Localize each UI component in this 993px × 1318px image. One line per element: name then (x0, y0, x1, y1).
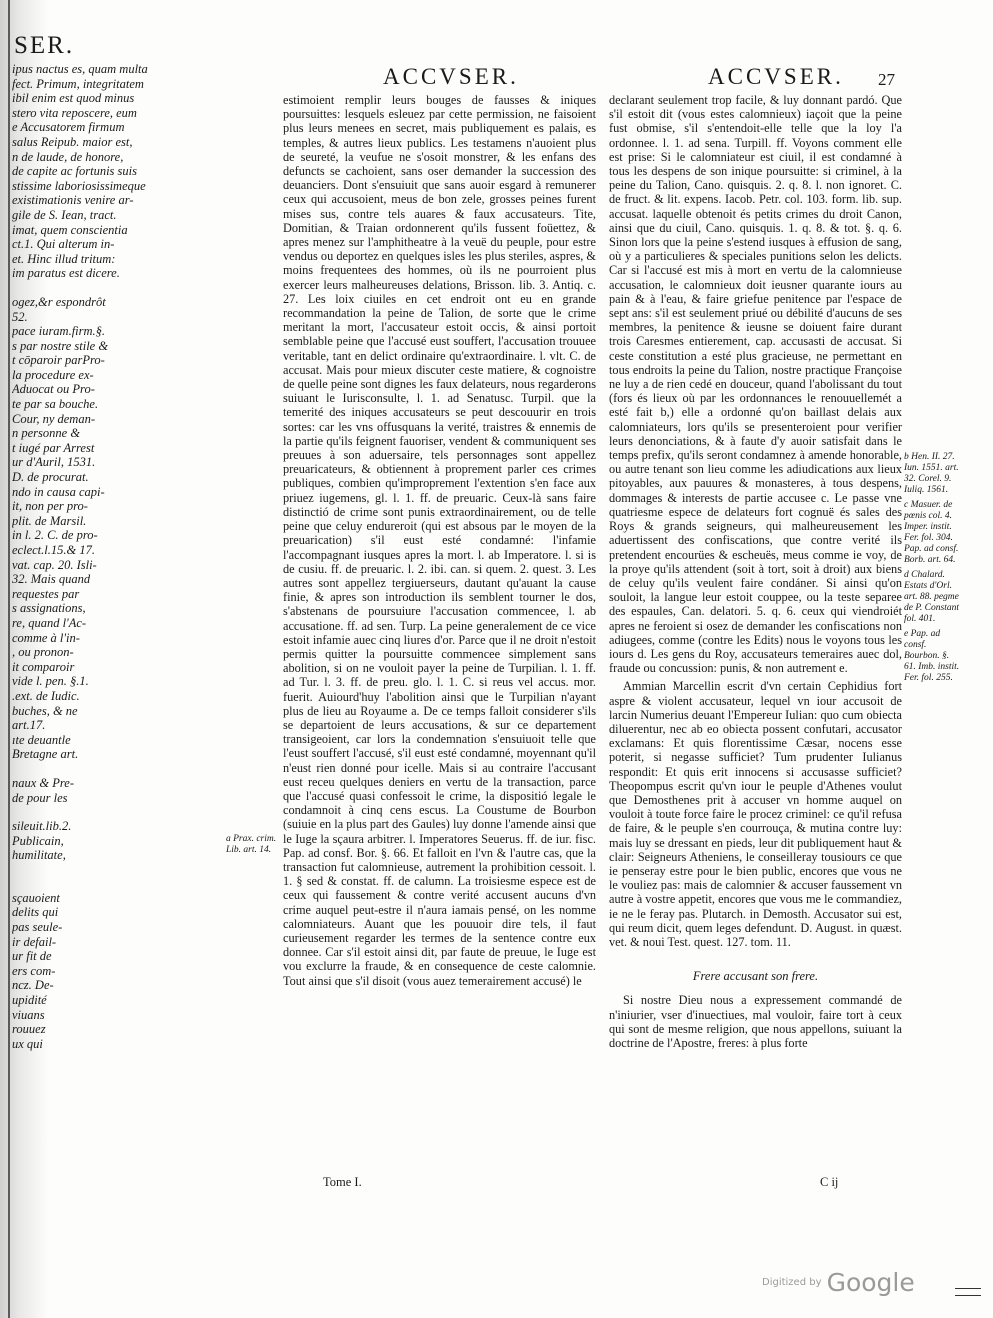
previous-page-line: stissime laboriosissimeque (12, 178, 146, 193)
previous-page-line: pace iuram.firm.§. (12, 324, 106, 339)
margin-note: b Hen. II. 27. Iun. 1551. art. 32. Corel. 9. Iuliq. 1561. (904, 452, 959, 495)
previous-page-line: ux qui (12, 1036, 43, 1051)
previous-page-line: te par sa bouche. (12, 397, 99, 412)
previous-page-line: ir defail- (12, 934, 57, 949)
previous-page-line: salus Reipub. maior est, (12, 134, 133, 149)
previous-page-line: s assignations, (12, 601, 86, 616)
previous-page-line: ndo in causa capi- (12, 484, 105, 499)
corner-mark (955, 1288, 981, 1296)
margin-note: c Masuer. de pœnis col. 4. Imper. instit. Fer. fol. 304. Pap. ad consf. Borb. art. 64. (904, 500, 959, 565)
margin-notes-left (226, 834, 278, 860)
previous-page-line: re, quand l'Ac- (12, 615, 87, 630)
previous-page-line: ers com- (12, 963, 56, 978)
previous-page-line: im paratus est dicere. (12, 266, 120, 281)
margin-note: d Chalard. Estats d'Orl. art. 88. pegme de P. Constant fol. 401. (904, 570, 959, 624)
previous-page-line: 32. Mais quand (12, 572, 91, 587)
margin-notes-right (904, 452, 962, 688)
previous-page-line: t iugé par Arrest (12, 440, 95, 455)
previous-page-line: D. de procurat. (12, 470, 89, 485)
watermark-prefix: Digitized by (762, 1277, 822, 1288)
previous-page-line: ur d'Auril, 1531. (12, 455, 96, 470)
previous-page-line: rouuez (12, 1022, 46, 1037)
previous-page-line: naux & Pre- (12, 775, 75, 790)
previous-page-line: buches, & ne (12, 703, 78, 718)
body-paragraph: Si nostre Dieu nous a expressement commandé de n'iniurier, vser d'inuectiues, mal vouloir, faire tort à ceux qui sont de mesme religion, que nous appellons, suiuant la doctrine de l'Apostre, freres: à plus forte (609, 993, 902, 1050)
previous-page-line: fect. Primum, integritatem (12, 76, 144, 91)
volume-signature: Tome I. (323, 1175, 362, 1189)
previous-page-line: , ou pronon- (12, 645, 74, 660)
body-paragraph: declarant seulement trop facile, & luy donnant pardó. Que s'il estoit dit (vous estes calomnieux) iaçoit que la peine fust obmise, s'il s'entendoit-elle telle que la loy l'a ordonnee. l. 1. ad sena. Turpill. ff. Voyons comment elle est prise: Si le calomniateur est ciuil, il est condamné à tous les despens de son inique poursuitte: si criminel, à la peine du Talion, Cano. quisquis. 2. q. 8. l. non ignoret. C. de fruct. & lit. expens. Iacob. Petr. col. 103. form. lib. sup. accusat. laquelle obtenoit és petits crimes du droit Canon, ainsi que du ciuil, Cano. quisquis. 1. q. 8. & tot. §. q. 6. Sinon lors que la peine s'estend iusques à effusion de sang, où y a particulieres & speciales punitions selon les delicts. Car si l'accusé est mis à mort en vertu de la calomnieuse accusation, le calomnieux doit ieusner quarante iours au pain & à l'eau, & faire griefue penitence par l'espace de sept ans: s'il est seulement priué ou débilité d'aucuns de ses membres, la penitence & ieusne se doiuent faire durant trois Caresmes entierement, cap. accusasti de accusat. Si ceste constitution a esté plus gracieuse, ne permettant en tous endroits la peine du Talion, nostre practique Françoise ne luy a de rien cedé en douceur, quand l'abolissant du tout (fors és lieux où par les ordonnances le renouuellemét a esté fait b,) elle a ordonné qu'on baillast delais aux calomniateurs, lors qu'ils se presenteroient pour verifier leurs denonciations, & à faute d'y auoir satisfait dans le temps prefix, qu'ils seront condamnez à amende honorable, ou autre tenant son lieu comme les adiudications aux lieux pitoyables, aux pauures & monasteres, à tous despens, dommages & interests de partie accusee c. Le passe vne quatriesme espece de delateurs fort cognuë és sales des Roys & grands seigneurs, qui malheureusement les aduertissent des confiscations, que contre verité ils pretendent encourües & escheuës, meus comme ie voy, de la proye qu'ils attendent (soit à tort, soit à droit) aux biens de celuy qu'ils veulent faire condáner. Si ainsi qu'on souloit, la langue leur estoit couppee, ou la teste separee des espaules, Can. delatori. 5. q. 6. ceux qui viendroiét apres ne feroient si osez de demander les confiscations non adiugees, comme (contre les Edits) nous le voyons tous les iours d. Les gens du Roy, accusateurs temeraires auec dol, fraude ou concussion: punis, & non autrement e. (609, 93, 902, 676)
previous-page-line: delits qui (12, 905, 59, 920)
previous-page-line: ncz. De- (12, 978, 54, 993)
previous-page-line (12, 281, 162, 295)
previous-page-line: ipus nactus es, quam multa (12, 62, 148, 76)
running-head-right: ACCVSER. (708, 64, 844, 89)
previous-page-line: it comparoir (12, 659, 75, 674)
body-paragraph: Ammian Marcellin escrit d'vn certain Cephidius fort aspre & violent accusateur, lequel vn iour accusoit de larcin Numerius deuant l'Empereur Iulian: quo cum obiecta diluerentur, nec ab eo obiecta possent confutari, accusator exclamans: Et quis florentissime Cæsar, nocens esse poterit, si negasse sufficiet? Tum prudenter Iulianus respondit: Et quis erit innocens si accusasse sufficiet? Theopompus escrit qu'vn iour le peuple d'Athenes voulut que Demosthenes prit à accuser vn homme auquel on vouloit à toute force faire le procez criminel: ce qu'il refusa de faire, & le peuple s'en courrouça, & mutina contre luy: mais luy se dressant en pieds, leur dit publiquement haut & clair: Seigneurs Atheniens, le conseilleray tousiours ce que ie penseray estre pour le bien public, encores que vous ne le vouliez pas: mais de calomnier & accuser faussement vn autre à vostre appetit, encores que vous me le commandiez, ie ne le feray pas. Plutarch. in Demosth. Accusator sui est, qui reum dicit, quem leges defendunt. D. August. in quæst. vet. & noui Test. quest. 127. tom. 11. (609, 679, 902, 949)
previous-page-line: eclect.l.15.& 17. (12, 543, 95, 557)
previous-page-line: la procedure ex- (12, 367, 94, 382)
page-number: 27 (878, 70, 895, 89)
previous-page-line: stero vita reposcere, eum (12, 105, 137, 120)
previous-page-line: n personne & (12, 426, 81, 441)
previous-page-line: e Accusatorem firmum (12, 120, 125, 135)
page-fold-line (8, 0, 10, 1318)
previous-page-line: Publicain, (12, 833, 64, 848)
previous-page-line: it, non per pro- (12, 499, 88, 514)
previous-page-line (12, 877, 162, 891)
previous-page-line: ibil enim est quod minus (12, 91, 135, 106)
running-head-left: ACCVSER. (383, 64, 519, 89)
gathering-signature: C ij (820, 1175, 839, 1189)
margin-note: e Pap. ad consf. Bourbon. §. 61. Imb. instit. Fer. fol. 255. (904, 629, 960, 683)
previous-page-line: .ext. de Iudic. (12, 688, 80, 703)
previous-page-line: humilitate, (12, 848, 66, 863)
previous-page-line: de capite ac fortunis suis (12, 164, 137, 179)
digitization-watermark (762, 1268, 915, 1297)
section-subheading: Frere accusant son frere. (692, 969, 819, 984)
previous-page-line: n de laude, de honore, (12, 149, 124, 164)
previous-page-line: t cōparoir parPro- (12, 353, 105, 368)
previous-page-line: ıte deuantle (12, 732, 71, 747)
previous-page-line: ogez,&r espondrôt (12, 294, 106, 309)
previous-page-line: Bretagne art. (12, 747, 79, 762)
previous-page-line: in l. 2. C. de pro- (12, 528, 98, 543)
previous-page-line: pas seule- (12, 920, 63, 935)
previous-page-line: et. Hinc illud tritum: (12, 251, 116, 266)
previous-page-line: vide l. pen. §.1. (12, 674, 89, 689)
previous-page-line: art.17. (12, 718, 46, 733)
previous-page-line (12, 762, 162, 776)
previous-page-line: s par nostre stile & (12, 338, 109, 353)
previous-page-line: ur fit de (12, 949, 52, 964)
previous-page-line (12, 805, 162, 819)
previous-page-line: viuans (12, 1007, 45, 1022)
previous-page-line: plit. de Marsil. (12, 513, 87, 528)
text-column-right (609, 93, 902, 1050)
body-paragraph: estimoient remplir leurs bouges de fausses & iniques poursuittes: lesquels esleuez par cette permission, ne faisoient plus leurs menees en secret, mais publiquement es palais, es temples, & autres lieux publics. Les testamens n'auoient plus de seureté, la veufue ne s'osoit monstrer, & les enfans des defuncts se cachoient, sans oser demander la succession des deuanciers. Dont s'ensuiuit que sans auoir esgard à remunerer ceux qui accusoient, meus de bon zele, grosses peines furent mises sus, contre tels auares & faux accusateurs. Tite, Domitian, & Traian ordonnerent qu'ils fussent foüettez, & apres menez sur l'amphitheatre à la veuë du peuple, pour estre vendus ou deportez en quelques isles les plus steriles, aspres, & moins frequentees des hommes, où ils ne pourroient plus exercer leurs malheureuses delations, Brisson. lib. 3. Antiq. c. 27. Les loix ciuiles en cet endroit ont eu en grande recommandation la peine de Talion, de sorte que le crime meritant la mort, l'accusateur estoit occis, & ainsi portoit semblable peine que l'accusé eust souffert, l'accusation trouuee veritable, tant en delict ordinaire qu'extraordinaire. l. vlt. C. de accusat. Mais pour mieux discuter ceste matiere, & cognoistre de quelle peine sont dignes les faux delateurs, nous regarderons suiuant le Iurisconsulte, l. 1. ad Senatusc. Turpil. que la temerité des iniques accusateurs se peut descouurir en trois sortes: car les vns offusquans la verité, traistres & ennemis de la partie qu'ils feignent fauoriser, vendent & communiquent ses preuues à son aduersaire, tels personnages sont appellez preuaricateurs, & obtiennent à proprement parler ces crimes publiques, combien qu'improprement l'extention s'en face aux priuez iugemens, gl. l. 1. ff. de preuaric. Ceux-là sans faire distinctió de crime sont punis extraordinairement, ou de telle peine que celuy endureroit (qui est absous par le moyen de la preuarication) s'il eust esté condamné: l'infamie l'accompagnant iusques apres la mort. l. ab Imperatore. l. si is de cusiu. ff. de preuaric. l. 2. ibi. can. si quem. 2. quest. 3. Les autres sont appellez tergiuerseurs, dautant qu'auant la cause finie, & apres son introduction ils semblent tourner le dos, s'abstenans de poursuiure l'accusation commencee, l. ab accusatione. ff. ad sen. Turp. La peine generalement de ce vice estoit infamie auec cinq liures d'or. Parce que il ne droit n'estoit permis quitter la poursuitte commencee simplement sans abolition, si on ne vouloit payer la peine de Turpilian. l. 1. ff. ad Tur. l. 3. ff. de preu. glo. l. 1. C. si reus vel accus. mor. fuerit. Auiourd'huy l'abolition ainsi que le Turpilian n'ayant plus de lieu au Royaume a. De ce temps falloit considerer s'ils se departoient de leurs accusations, & sur ce departement transigeoient, car lors la condemnation s'ensuiuoit telle que l'eust souffert l'accusé, s'il eust esté condamné, moyennant qu'il n'eust rien donné pour icelle. Mais si au contraire l'accusant eust receu quelques deniers en vertu de la transaction, parce que l'accusé quasi confessoit le crime, la dispositió legale le condamnoit à cinq cens escus. La Coustume de Bourbon (suiuie en la plus part des Gaules) luy donne l'amende ainsi que le Iuge la sçaura arbitrer. l. Imperatores Seuerus. ff. de iur. fisc. Pap. ad consf. Bor. §. 66. Et falloit en l'vn & l'autre cas, que la transaction fut calomnieuse, autrement la prohibition cessoit. l. 1. § sed & constat. ff. de calumn. La troisiesme espece est de ceux qui faussement & contre verité accusent aucuns d'vn crime auquel peut-estre il n'aura iamais pensé, on les nomme calomniateurs. Auant que les pouuoir dire tels, il faut curieusement regarder les termes de la sentence contre eux donnee. Car s'il estoit ainsi dit, par faute de preuue, le Iuge est vou exclurre la fraude, & en consequence de ceste calomnie. Tout ainsi que s'il disoit (vous auez temerairement accusé) le (283, 93, 596, 988)
previous-page-line: comme à l'in- (12, 630, 80, 645)
previous-page-line: gile de S. Iean, tract. (12, 207, 117, 222)
text-column-left (283, 93, 596, 988)
previous-page-line: imat, quem conscientia (12, 222, 128, 237)
previous-page-line: sileuit.lib.2. (12, 819, 72, 834)
previous-page-header: SER. (14, 32, 75, 59)
previous-page-line: sçauoient (12, 890, 60, 905)
previous-page-line: existimationis venire ar- (12, 193, 134, 208)
previous-page-line: ct.1. Qui alterum in- (12, 237, 115, 252)
previous-page-line: de pour les (12, 790, 68, 805)
margin-note: a Prax. crim. Lib. art. 14. (226, 834, 277, 855)
previous-page-line (12, 863, 162, 877)
previous-page-line: vat. cap. 20. Isli- (12, 557, 97, 572)
previous-page-line: upidité (12, 993, 47, 1008)
watermark-brand: Google (826, 1268, 915, 1297)
previous-page-line: Aduocat ou Pro- (12, 382, 95, 397)
previous-page-line: Cour, ny deman- (12, 411, 95, 426)
previous-page-line: 52. (12, 309, 28, 324)
previous-page-text (12, 62, 162, 1051)
previous-page-line: requestes par (12, 586, 80, 601)
